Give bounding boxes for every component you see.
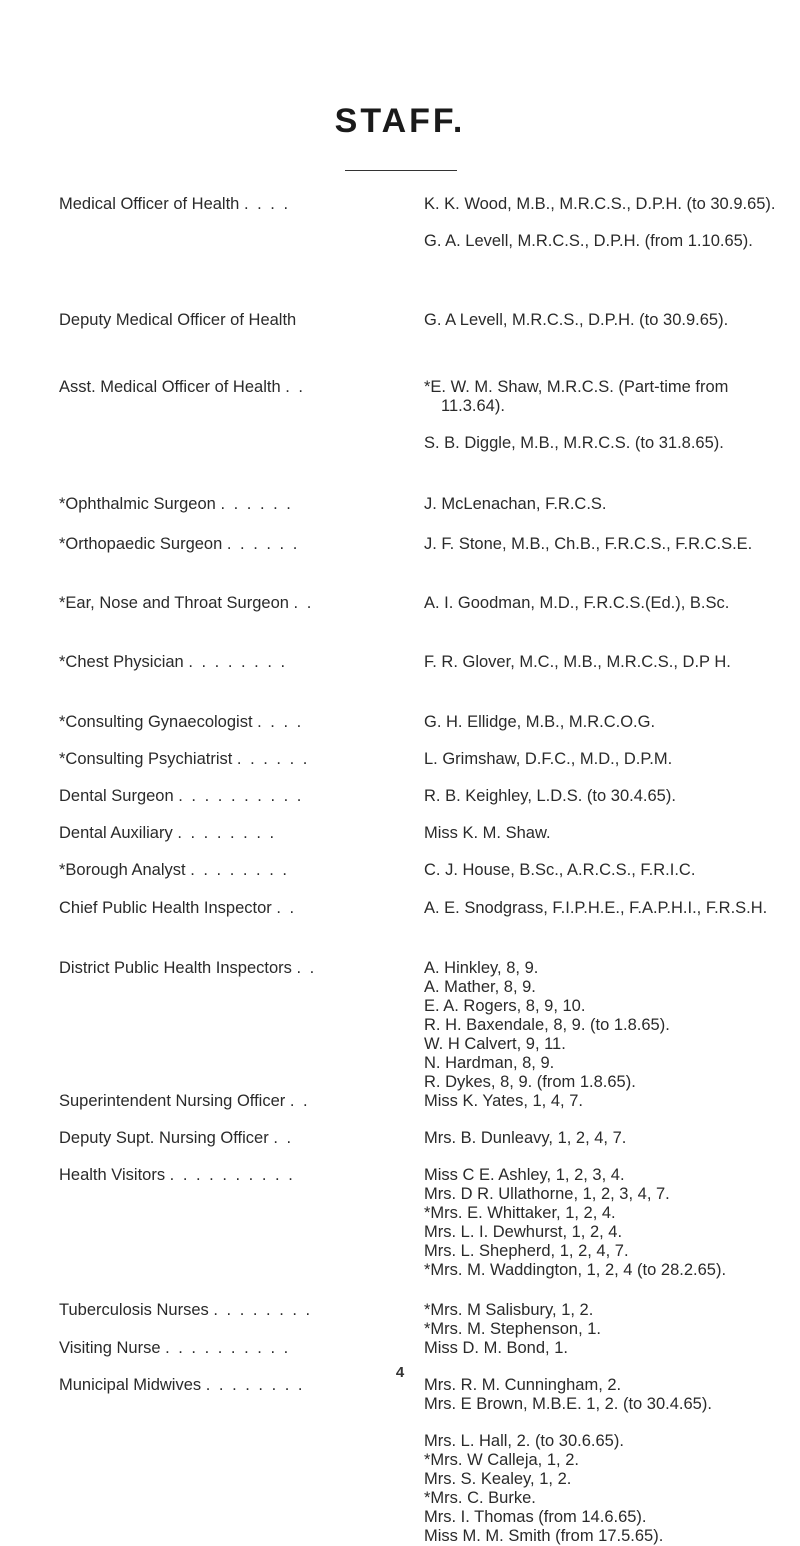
staff-name: Mrs. L. Shepherd, 1, 2, 4, 7.	[424, 1242, 629, 1260]
staff-name: Mrs. L. Hall, 2. (to 30.6.65).	[424, 1432, 624, 1450]
staff-role-title: *Consulting Gynaecologist	[59, 713, 253, 731]
staff-name: Mrs. L. I. Dewhurst, 1, 2, 4.	[424, 1223, 623, 1241]
staff-names	[424, 713, 784, 732]
leader-dots: . . . . . . . . . .	[165, 1339, 291, 1357]
staff-names	[424, 824, 784, 843]
staff-names	[424, 311, 784, 330]
staff-names	[424, 1376, 784, 1546]
title-divider	[345, 170, 457, 171]
staff-role-title: *Borough Analyst	[59, 861, 186, 879]
staff-name: Mrs. R. M. Cunningham, 2.	[424, 1376, 622, 1394]
leader-dots: . .	[273, 1129, 294, 1147]
staff-name: Mrs. S. Kealey, 1, 2.	[424, 1470, 572, 1488]
staff-name: Mrs. D R. Ullathorne, 1, 2, 3, 4, 7.	[424, 1185, 670, 1203]
leader-dots: . . . . . .	[226, 535, 300, 553]
staff-name: Miss D. M. Bond, 1.	[424, 1339, 568, 1357]
staff-name: J. F. Stone, M.B., Ch.B., F.R.C.S., F.R.C.S.E.	[424, 535, 753, 553]
staff-role-title: Deputy Medical Officer of Health	[59, 311, 297, 329]
staff-name: C. J. House, B.Sc., A.R.C.S., F.R.I.C.	[424, 861, 696, 879]
staff-name: Miss K. Yates, 1, 4, 7.	[424, 1092, 583, 1110]
staff-names	[424, 1129, 784, 1148]
staff-role	[59, 959, 422, 978]
staff-name: F. R. Glover, M.C., M.B., M.R.C.S., D.P H.	[424, 653, 731, 671]
staff-role	[59, 594, 422, 613]
staff-role	[59, 1129, 422, 1148]
staff-role	[59, 653, 422, 672]
leader-dots: . .	[296, 959, 317, 977]
staff-role-title: *Orthopaedic Surgeon	[59, 535, 223, 553]
staff-role	[59, 1339, 422, 1358]
staff-name: *Mrs. W Calleja, 1, 2.	[424, 1451, 579, 1469]
leader-dots: . . . . . . . .	[213, 1301, 313, 1319]
staff-name: A. Hinkley, 8, 9.	[424, 959, 539, 977]
staff-name: *Mrs. C. Burke.	[424, 1489, 536, 1507]
staff-name: Mrs. E Brown, M.B.E. 1, 2. (to 30.4.65).	[424, 1395, 712, 1413]
staff-name: A. I. Goodman, M.D., F.R.C.S.(Ed.), B.Sc.	[424, 594, 730, 612]
staff-role	[59, 713, 422, 732]
staff-names	[424, 378, 784, 453]
staff-names	[424, 1166, 784, 1280]
staff-role-title: *Consulting Psychiatrist	[59, 750, 233, 768]
staff-name: G. A. Levell, M.R.C.S., D.P.H. (from 1.10.65).	[424, 232, 753, 250]
staff-role-title: Medical Officer of Health	[59, 195, 240, 213]
leader-dots: . .	[293, 594, 314, 612]
staff-names	[424, 594, 784, 613]
staff-names	[424, 1092, 784, 1111]
staff-name: N. Hardman, 8, 9.	[424, 1054, 555, 1072]
staff-names	[424, 899, 784, 918]
staff-role-title: Deputy Supt. Nursing Officer	[59, 1129, 269, 1147]
leader-dots: . . . .	[257, 713, 304, 731]
staff-names	[424, 959, 784, 1092]
staff-name: R. H. Baxendale, 8, 9. (to 1.8.65).	[424, 1016, 670, 1034]
staff-names	[424, 195, 784, 251]
staff-names	[424, 535, 784, 554]
staff-name: W. H Calvert, 9, 11.	[424, 1035, 566, 1053]
leader-dots: . . . . . . . .	[190, 861, 289, 879]
staff-role-title: Chief Public Health Inspector	[59, 899, 272, 917]
staff-role-title: *Ophthalmic Surgeon	[59, 495, 216, 513]
staff-role	[59, 899, 422, 918]
staff-names	[424, 1339, 784, 1358]
staff-name: *Mrs. M Salisbury, 1, 2.	[424, 1301, 594, 1319]
staff-role-title: Asst. Medical Officer of Health	[59, 378, 281, 396]
staff-role	[59, 824, 422, 843]
staff-role	[59, 750, 422, 769]
staff-role	[59, 495, 422, 514]
leader-dots: . .	[285, 378, 305, 396]
staff-role-title: Dental Auxiliary	[59, 824, 173, 842]
staff-name: *Mrs. M. Stephenson, 1.	[424, 1320, 601, 1338]
staff-names	[424, 653, 784, 672]
staff-role-title: Municipal Midwives	[59, 1376, 202, 1394]
leader-dots: . . . . . .	[220, 495, 293, 513]
leader-dots: . . . . . . . .	[188, 653, 288, 671]
staff-name: Mrs. I. Thomas (from 14.6.65).	[424, 1508, 647, 1526]
leader-dots: . .	[276, 899, 297, 917]
staff-role-title: Health Visitors	[59, 1166, 166, 1184]
staff-name: G. H. Ellidge, M.B., M.R.C.O.G.	[424, 713, 656, 731]
leader-dots: . . . .	[243, 195, 291, 213]
staff-name: S. B. Diggle, M.B., M.R.C.S. (to 31.8.65).	[424, 434, 724, 452]
staff-role-title: Visiting Nurse	[59, 1339, 161, 1357]
staff-role	[59, 1092, 422, 1111]
staff-name: A. Mather, 8, 9.	[424, 978, 536, 996]
leader-dots: . . . . . .	[236, 750, 310, 768]
staff-name: Miss C E. Ashley, 1, 2, 3, 4.	[424, 1166, 625, 1184]
page-number: 4	[395, 1364, 405, 1381]
staff-role-title: Tuberculosis Nurses	[59, 1301, 209, 1319]
staff-name: L. Grimshaw, D.F.C., M.D., D.P.M.	[424, 750, 673, 768]
staff-name: Mrs. B. Dunleavy, 1, 2, 4, 7.	[424, 1129, 627, 1147]
leader-dots: . .	[289, 1092, 310, 1110]
staff-role-title: *Chest Physician	[59, 653, 184, 671]
staff-name: K. K. Wood, M.B., M.R.C.S., D.P.H. (to 30.9.65).	[424, 195, 776, 213]
staff-name: R. B. Keighley, L.D.S. (to 30.4.65).	[424, 787, 676, 805]
staff-name: *Mrs. E. Whittaker, 1, 2, 4.	[424, 1204, 616, 1222]
staff-names	[424, 861, 784, 880]
staff-name: E. A. Rogers, 8, 9, 10.	[424, 997, 586, 1015]
staff-names	[424, 787, 784, 806]
staff-role	[59, 195, 422, 214]
staff-role	[59, 1301, 422, 1320]
staff-role	[59, 311, 422, 330]
staff-role-title: Superintendent Nursing Officer	[59, 1092, 286, 1110]
staff-role-title: *Ear, Nose and Throat Surgeon	[59, 594, 289, 612]
staff-name: R. Dykes, 8, 9. (from 1.8.65).	[424, 1073, 636, 1091]
staff-names	[424, 1301, 784, 1339]
staff-name: A. E. Snodgrass, F.I.P.H.E., F.A.P.H.I., F.R.S.H.	[424, 899, 768, 917]
staff-role-title: Dental Surgeon	[59, 787, 174, 805]
leader-dots: . . . . . . . .	[177, 824, 277, 842]
staff-name: *Mrs. M. Waddington, 1, 2, 4 (to 28.2.65).	[424, 1261, 727, 1279]
staff-name: Miss M. M. Smith (from 17.5.65).	[424, 1527, 664, 1545]
staff-role-title: District Public Health Inspectors	[59, 959, 292, 977]
staff-names	[424, 495, 784, 514]
staff-role	[59, 1166, 422, 1185]
page-title: STAFF.	[334, 102, 466, 140]
staff-name: Miss K. M. Shaw.	[424, 824, 551, 842]
staff-name: *E. W. M. Shaw, M.R.C.S. (Part-time from 11.3.64).	[424, 378, 729, 415]
leader-dots: . . . . . . . . . .	[169, 1166, 295, 1184]
staff-role	[59, 861, 422, 880]
staff-names	[424, 750, 784, 769]
staff-role	[59, 787, 422, 806]
staff-role	[59, 378, 422, 397]
leader-dots: . . . . . . . .	[205, 1376, 305, 1394]
staff-name: G. A Levell, M.R.C.S., D.P.H. (to 30.9.65).	[424, 311, 729, 329]
leader-dots: . . . . . . . . . .	[178, 787, 304, 805]
staff-name: J. McLenachan, F.R.C.S.	[424, 495, 607, 513]
staff-role	[59, 535, 422, 554]
